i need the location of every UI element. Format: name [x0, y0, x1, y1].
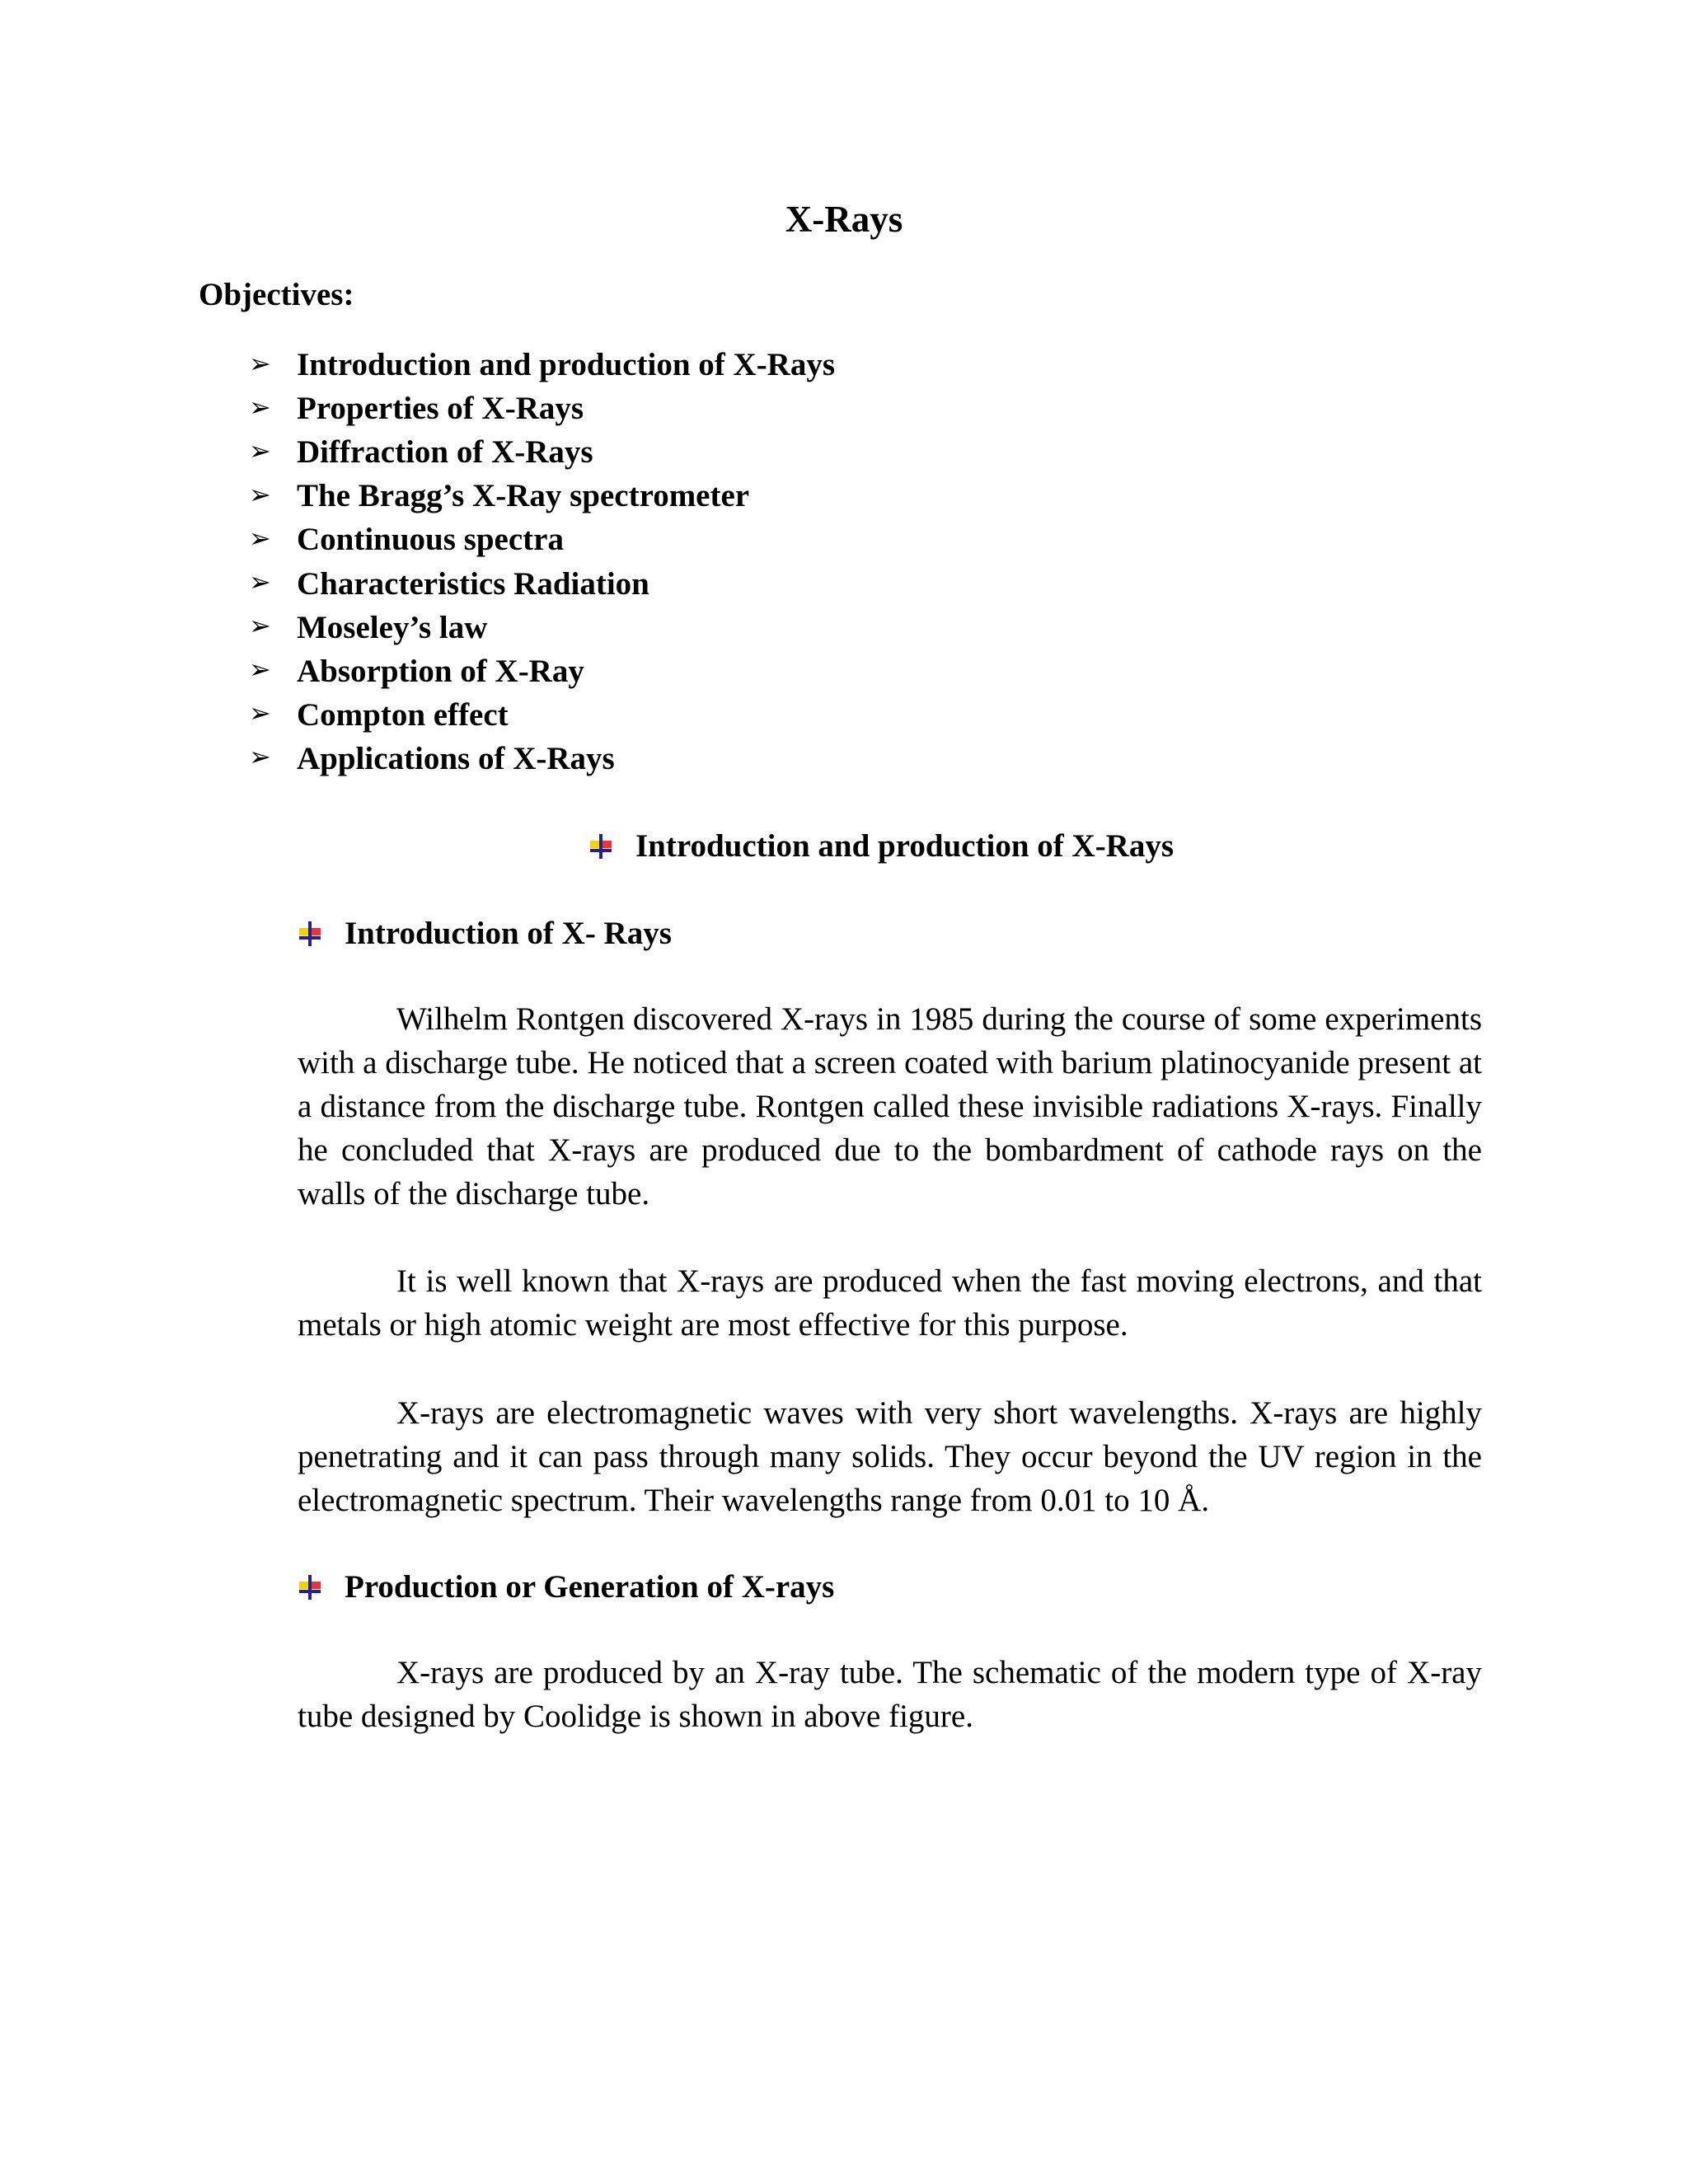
- arrow-bullet-icon: ➢: [249, 434, 271, 466]
- arrow-bullet-icon: ➢: [249, 566, 271, 598]
- list-item: [249, 518, 835, 561]
- arrow-bullet-icon: ➢: [249, 697, 271, 729]
- plus-bullet-icon: [296, 1573, 324, 1601]
- objective-text: Continuous spectra: [297, 522, 564, 558]
- list-item: [249, 387, 835, 430]
- objective-text: The Bragg’s X-Ray spectrometer: [297, 478, 750, 514]
- list-item: [249, 430, 835, 474]
- list-item: [249, 561, 835, 605]
- list-item: [249, 606, 835, 649]
- objective-text: Compton effect: [297, 696, 509, 733]
- objective-text: Applications of X-Rays: [297, 740, 615, 776]
- production-heading: [296, 1566, 834, 1609]
- section-heading: [587, 825, 1174, 868]
- production-heading-text: Production or Generation of X-rays: [345, 1569, 835, 1605]
- arrow-bullet-icon: ➢: [249, 741, 271, 773]
- arrow-bullet-icon: ➢: [249, 654, 271, 686]
- arrow-bullet-icon: ➢: [249, 347, 271, 379]
- objective-text: Moseley’s law: [297, 609, 488, 645]
- paragraph: Wilhelm Rontgen discovered X-rays in 1985 during the course of some experiments with a discharge tube. He noticed that a screen coated with barium platinocyanide present at a distance from the discharge tube. Rontgen called these invisible radiations X-rays. Finally he concluded that X-rays are produced due to the bombardment of cathode rays on the walls of the discharge tube.: [298, 1001, 1482, 1212]
- section-heading-text: Introduction and production of X-Rays: [635, 828, 1175, 864]
- intro-heading: [296, 912, 672, 955]
- list-item: [249, 693, 835, 737]
- objective-text: Absorption of X-Ray: [297, 653, 584, 689]
- plus-bullet-icon: [296, 920, 324, 948]
- list-item: [249, 343, 835, 387]
- objectives-list: [249, 343, 835, 780]
- paragraph: It is well known that X-rays are produced when the fast moving electrons, and that metals or high atomic weight are most effective for this purpose.: [298, 1263, 1482, 1343]
- objectives-label: Objectives:: [199, 277, 354, 312]
- intro-heading-text: Introduction of X- Rays: [345, 916, 672, 951]
- paragraph: X-rays are electromagnetic waves with very short wavelengths. X-rays are highly penetrating and it can pass through many solids. They occur beyond the UV region in the electromagnetic spectrum. Their wavelengths range from 0.01 to 10 Å.: [298, 1395, 1482, 1518]
- arrow-bullet-icon: ➢: [249, 522, 271, 554]
- page-title: X-Rays: [785, 199, 903, 240]
- plus-bullet-icon: [587, 832, 615, 860]
- list-item: [249, 649, 835, 693]
- list-item: [249, 474, 835, 518]
- arrow-bullet-icon: ➢: [249, 391, 271, 423]
- arrow-bullet-icon: ➢: [249, 478, 271, 510]
- arrow-bullet-icon: ➢: [249, 610, 271, 642]
- objective-text: Properties of X-Rays: [297, 391, 584, 427]
- paragraph: X-rays are produced by an X-ray tube. The schematic of the modern type of X-ray tube designed by Coolidge is shown in above figure.: [298, 1655, 1482, 1734]
- objective-text: Diffraction of X-Rays: [297, 434, 593, 471]
- list-item: [249, 737, 835, 780]
- objective-text: Characteristics Radiation: [297, 565, 649, 602]
- objective-text: Introduction and production of X-Rays: [297, 347, 836, 383]
